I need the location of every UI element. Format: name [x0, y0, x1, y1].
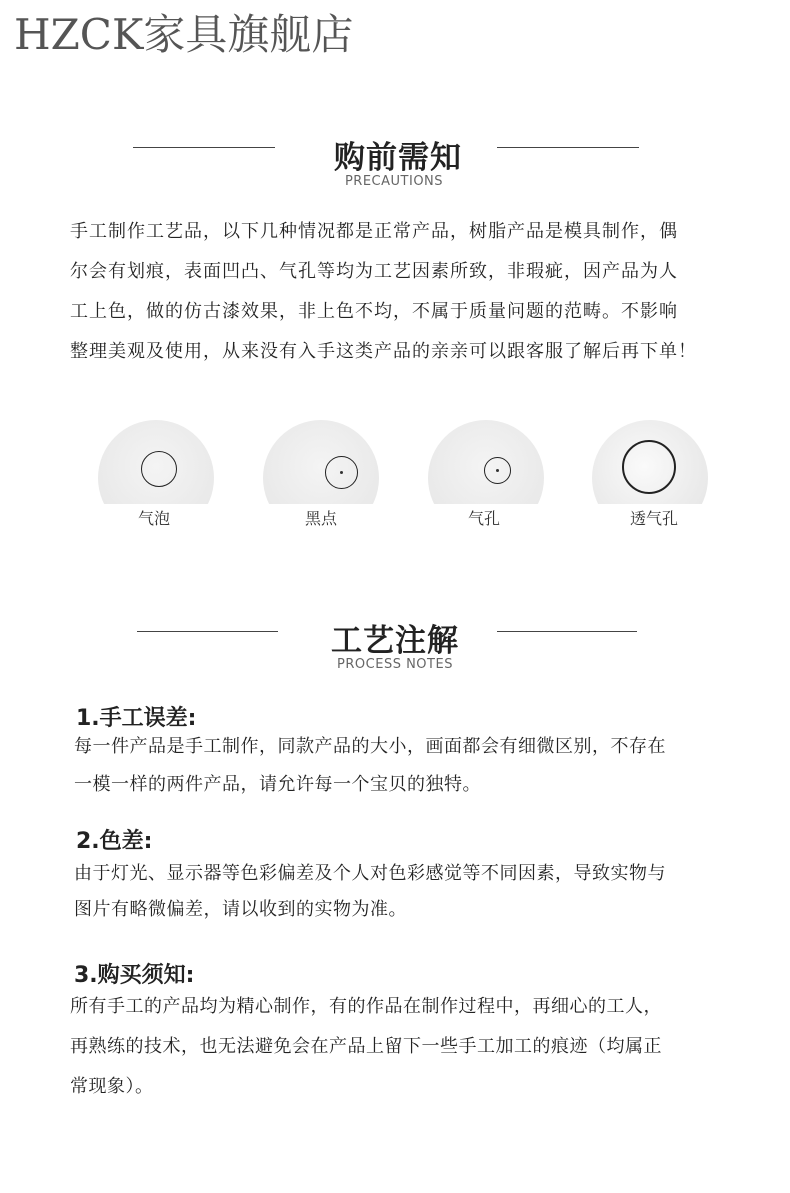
- defect-sample-bubble: [98, 420, 214, 504]
- pore-dot: [496, 469, 499, 472]
- defect-label: 透气孔: [629, 509, 678, 528]
- highlight-ring: [141, 451, 177, 487]
- note-heading: 2.色差:: [76, 829, 153, 854]
- precautions-title: 购前需知: [334, 140, 462, 176]
- note-line: 一模一样的两件产品，请允许每一个宝贝的独特。: [74, 774, 481, 795]
- note-body: [74, 728, 734, 804]
- note-line: 图片有略微偏差，请以收到的实物为准。: [74, 899, 407, 920]
- precautions-subtitle: PRECAUTIONS: [344, 174, 444, 189]
- defect-sample-pore: [428, 420, 544, 504]
- note-body: [74, 856, 734, 928]
- note-line: 再熟练的技术，也无法避免会在产品上留下一些手工加工的痕迹（均属正: [70, 1036, 662, 1057]
- defect-sample-vent-hole: [592, 420, 708, 504]
- paragraph-line: 手工制作工艺品，以下几种情况都是正常产品，树脂产品是模具制作，偶: [70, 221, 678, 242]
- highlight-ring: [622, 440, 676, 494]
- note-line: 所有手工的产品均为精心制作，有的作品在制作过程中，再细心的工人，: [70, 996, 662, 1017]
- store-watermark: HZCK家具旗舰店: [14, 10, 354, 59]
- process-subtitle: PROCESS NOTES: [337, 657, 453, 672]
- black-spot-dot: [340, 471, 343, 474]
- process-title: 工艺注解: [331, 623, 459, 659]
- defect-label: 气泡: [137, 509, 170, 528]
- paragraph-line: 整理美观及使用，从来没有入手这类产品的亲亲可以跟客服了解后再下单！: [70, 341, 697, 362]
- note-body: [70, 987, 740, 1107]
- sample-plate: [263, 420, 379, 504]
- defect-label: 气孔: [467, 509, 500, 528]
- note-line: 每一件产品是手工制作，同款产品的大小，画面都会有细微区别，不存在: [74, 736, 666, 757]
- paragraph-line: 工上色，做的仿古漆效果，非上色不均，不属于质量问题的范畴。不影响: [70, 301, 678, 322]
- paragraph-line: 尔会有划痕，表面凹凸、气孔等均为工艺因素所致，非瑕疵，因产品为人: [70, 261, 678, 282]
- note-heading: 1.手工误差:: [76, 706, 197, 731]
- note-line: 常现象）。: [70, 1076, 154, 1097]
- defect-sample-black-spot: [263, 420, 379, 504]
- note-line: 由于灯光、显示器等色彩偏差及个人对色彩感觉等不同因素，导致实物与: [74, 863, 666, 884]
- defect-label: 黑点: [304, 509, 337, 528]
- precautions-paragraph: [70, 212, 740, 372]
- note-heading: 3.购买须知:: [74, 963, 195, 988]
